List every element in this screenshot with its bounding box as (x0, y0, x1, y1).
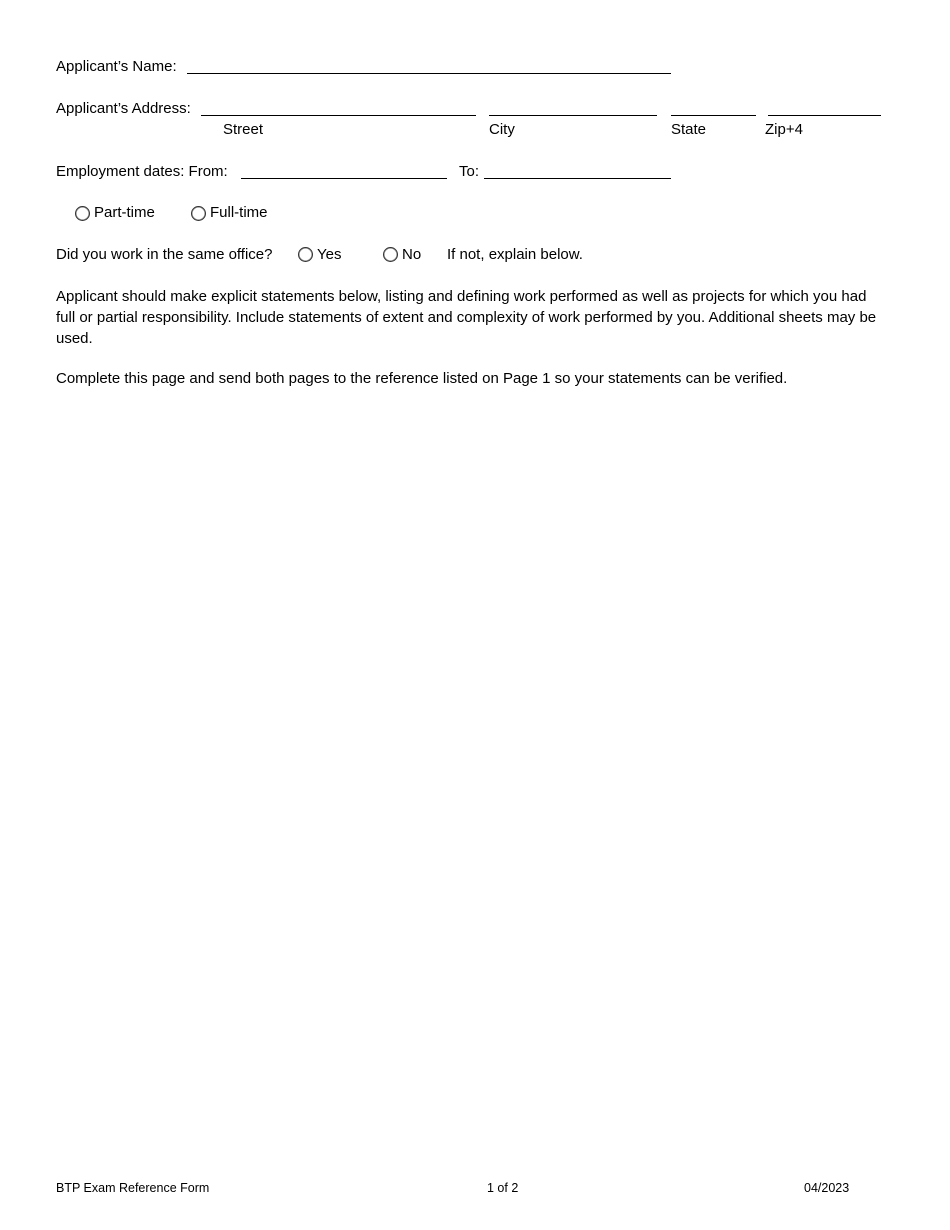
if-not-explain-note: If not, explain below. (447, 246, 583, 263)
same-office-no-label: No (402, 246, 422, 263)
footer-date: 04/2023 (804, 1181, 850, 1195)
employment-to-label: To: (459, 163, 480, 180)
street-sublabel: Street (223, 121, 264, 138)
same-office-no-radio[interactable] (383, 247, 398, 262)
same-office-yes-radio[interactable] (298, 247, 313, 262)
complete-note: Complete this page and send both pages to the reference listed on Page 1 so your statements can be verified. (56, 370, 788, 387)
full-time-label: Full-time (210, 204, 268, 221)
part-time-label: Part-time (94, 204, 155, 221)
zip-sublabel: Zip+4 (765, 121, 803, 138)
state-field[interactable] (671, 115, 756, 116)
city-field[interactable] (489, 115, 657, 116)
employment-from-label: Employment dates: From: (56, 163, 228, 180)
applicant-address-label: Applicant’s Address: (56, 100, 191, 117)
instructions-paragraph: Applicant should make explicit statements below, listing and defining work performed as well as projects for which you had full or partial responsibility. Include statements of extent and complexity of work performed by you. Additional sheets may be used. (56, 288, 877, 347)
state-sublabel: State (671, 121, 707, 138)
same-office-yes-label: Yes (317, 246, 342, 263)
zip-field[interactable] (768, 115, 881, 116)
part-time-radio[interactable] (75, 206, 90, 221)
same-office-question: Did you work in the same office? (56, 246, 273, 263)
city-sublabel: City (489, 121, 515, 138)
applicant-name-label: Applicant’s Name: (56, 58, 177, 75)
full-time-radio[interactable] (191, 206, 206, 221)
applicant-name-field[interactable] (187, 73, 671, 74)
footer-page-number: 1 of 2 (487, 1181, 519, 1195)
employment-to-field[interactable] (484, 178, 671, 179)
footer-form-name: BTP Exam Reference Form (56, 1181, 210, 1195)
street-field[interactable] (201, 115, 476, 116)
employment-from-field[interactable] (241, 178, 447, 179)
